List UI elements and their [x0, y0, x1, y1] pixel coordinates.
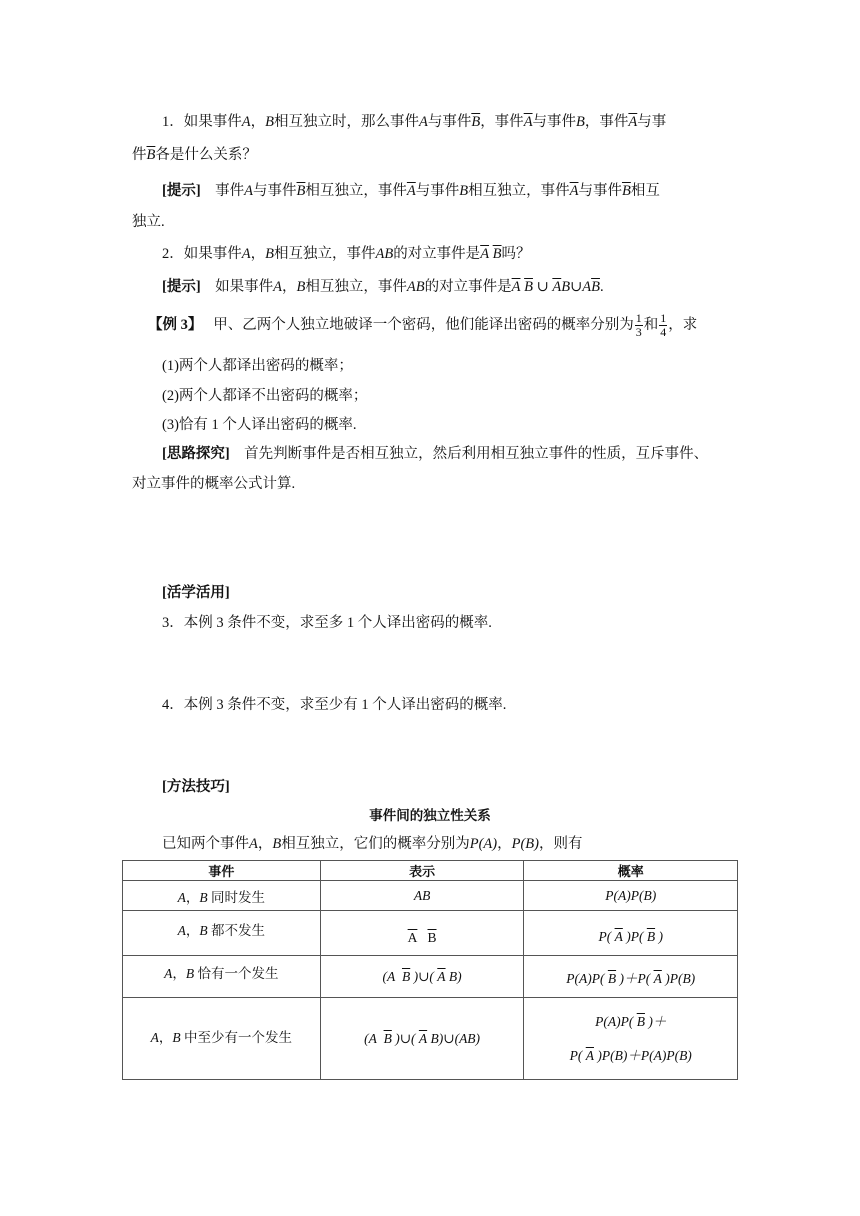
question-1-line-2 [132, 143, 257, 164]
practice-tag: [活学活用] [162, 585, 230, 601]
text: . [599, 279, 604, 295]
representation-cell [320, 956, 524, 998]
var-a-bar: $\overline{A}$ [407, 930, 418, 945]
var-a-bar: $\overline{A}$ [653, 970, 662, 986]
text: ) [658, 929, 663, 944]
hint-tag: [提示] [162, 279, 201, 295]
var-a-bar: $\overline{A}$ [585, 1047, 594, 1063]
representation-cell [320, 911, 524, 956]
var-b-bar: $\overline{B}$ [621, 183, 631, 199]
var-a-bar: $\overline{A}$ [437, 968, 446, 984]
numerator: 1 [635, 311, 642, 325]
denominator: 3 [635, 325, 642, 339]
text: 相互独立时，那么事件 [273, 114, 419, 130]
var-b: B [199, 923, 208, 938]
event-cell [123, 911, 321, 956]
var-a-bar: $\overline{A}$ [480, 246, 490, 262]
hint-1-line-2 [132, 210, 165, 231]
text: 相互独立，它们的概率分别为 [281, 836, 470, 852]
probability-line-1 [528, 1005, 733, 1039]
var-a: A [177, 889, 186, 905]
text: 件 [132, 147, 147, 163]
text: 2．如果事件 [162, 246, 242, 262]
think-tag: [思路探究] [162, 446, 230, 462]
var-b: B [272, 836, 282, 852]
text: ，求 [668, 316, 698, 333]
text: 如果事件 [215, 279, 274, 295]
var-b: B [576, 114, 585, 130]
text: )∪( [413, 968, 434, 984]
text: )P(B) [665, 970, 696, 986]
text: 都不发生 [211, 923, 266, 938]
text: 相互独立，事件 [273, 246, 376, 262]
text: 事件 [215, 183, 245, 199]
var-b: B [296, 279, 306, 295]
header-representation: 表示 [320, 861, 524, 881]
var-a-bar: $\overline{A}$ [406, 183, 416, 199]
text: ，则有 [538, 836, 583, 852]
text: 同时发生 [211, 889, 266, 905]
header-probability: 概率 [524, 861, 738, 881]
representation-cell: AB [320, 881, 524, 911]
text: ， [497, 836, 512, 852]
var-b-bar: $\overline{B}$ [492, 246, 502, 262]
text: ，事件 [584, 114, 629, 130]
var-a: A [273, 279, 283, 295]
probability-cell [524, 911, 738, 956]
text: 首先判断事件是否相互独立，然后利用相互独立事件的性质，互斥事件、 [244, 446, 709, 462]
var-a-bar: $\overline{A}$ [552, 279, 562, 295]
union-symbol: ∪ [536, 279, 549, 295]
event-cell [123, 881, 321, 911]
text: 中至少有一个发生 [184, 1030, 293, 1045]
text: 与事 [637, 114, 667, 130]
example-3-item-2: (2)两个人都译不出密码的概率； [162, 388, 368, 404]
text: P( [569, 1047, 583, 1063]
text: B) [448, 968, 462, 984]
event-cell [123, 956, 321, 998]
fraction-one-third [635, 312, 643, 339]
event-cell [123, 998, 321, 1080]
text: ， [250, 114, 266, 130]
text: 与事件 [415, 183, 460, 199]
example-3-prompt [148, 312, 697, 339]
text: 1．如果事件 [162, 114, 242, 130]
independence-table [122, 860, 738, 1080]
text: )P( [626, 929, 644, 944]
text: ， [158, 1030, 173, 1045]
text: 恰有一个发生 [197, 966, 279, 981]
prob-a: P(A) [469, 836, 498, 852]
var-b-bar: $\overline{B}$ [146, 147, 156, 163]
question-1-line-1 [162, 110, 666, 131]
question-2 [162, 242, 531, 263]
method-tag: [方法技巧] [162, 779, 230, 795]
example-tag: 【例 3】 [148, 316, 203, 333]
var-b: B [265, 114, 274, 130]
var-b-bar: $\overline{B}$ [471, 114, 481, 130]
var-b: B [265, 246, 274, 262]
text: 相互 [630, 183, 660, 199]
var-b-bar: $\overline{B}$ [383, 1030, 392, 1046]
text: 的对立事件是 [424, 279, 512, 295]
think-line-2: 对立事件的概率公式计算. [132, 476, 296, 492]
text: 相互独立，事件 [305, 279, 407, 295]
text: )∪( [395, 1030, 416, 1046]
text: 与事件 [578, 183, 622, 199]
text: 和 [643, 316, 659, 333]
table-row [123, 956, 738, 998]
text: 相互独立，事件 [305, 183, 407, 199]
var-b-bar: $\overline{B}$ [296, 183, 306, 199]
text: ，事件 [480, 114, 524, 130]
method-intro [162, 832, 582, 853]
probability-cell [524, 998, 738, 1080]
text: )P(B)＋P(A)P(B) [597, 1047, 692, 1063]
text: P(A)P( [595, 1013, 634, 1029]
var-a-bar: $\overline{A}$ [569, 183, 579, 199]
text: 吗？ [501, 246, 531, 262]
text: ， [185, 923, 200, 938]
text: B)∪(AB) [430, 1030, 481, 1046]
text: 的对立事件是 [393, 246, 481, 262]
text: 与事件 [427, 114, 472, 130]
text: (A [364, 1030, 377, 1046]
text: ， [172, 966, 186, 981]
hint-2 [162, 275, 604, 296]
text: )＋ [648, 1013, 667, 1029]
var-b: B [185, 966, 195, 981]
numerator: 1 [660, 311, 667, 325]
probability-line-2 [528, 1039, 733, 1073]
var-b-bar: $\overline{B}$ [591, 279, 600, 295]
var-b-bar: $\overline{B}$ [524, 279, 533, 295]
var-a: A [241, 114, 251, 130]
example-3-item-3: (3)恰有 1 个人译出密码的概率. [162, 417, 357, 433]
text: ， [257, 836, 273, 852]
hint-tag: [提示] [162, 183, 201, 199]
var-a: A [582, 279, 592, 295]
var-a-bar: $\overline{A}$ [628, 114, 638, 130]
method-title: 事件间的独立性关系 [369, 808, 491, 823]
var-a: A [150, 1030, 159, 1045]
var-a: A [164, 966, 173, 981]
text: (A [382, 968, 396, 984]
var-b-bar: $\overline{B}$ [607, 970, 617, 986]
think-line-1 [162, 442, 708, 463]
header-event: 事件 [123, 861, 321, 881]
var-a-bar: $\overline{A}$ [614, 929, 623, 944]
text: 甲、乙两个人独立地破译一个密码，他们能译出密码的概率分别为 [213, 316, 634, 333]
denominator: 4 [660, 325, 667, 339]
var-b: B [199, 889, 208, 905]
var-a: A [177, 923, 186, 938]
text: P( [598, 929, 612, 944]
text: P(A)P( [566, 970, 605, 986]
text: 已知两个事件 [162, 836, 249, 852]
var-b-bar: $\overline{B}$ [636, 1013, 645, 1029]
table-row [123, 911, 738, 956]
var-a-bar: $\overline{A}$ [418, 1030, 428, 1046]
var-b-bar: $\overline{B}$ [646, 929, 656, 944]
text: 与事件 [532, 114, 577, 130]
probability-cell [524, 956, 738, 998]
var-a-bar: $\overline{A}$ [511, 279, 521, 295]
table-row [123, 881, 738, 911]
var-ab: AB [406, 279, 425, 295]
table-row [123, 998, 738, 1080]
prob-b: P(B) [511, 836, 539, 852]
text: ， [185, 889, 200, 905]
example-3-item-1: (1)两个人都译出密码的概率； [162, 358, 353, 374]
practice-question-4: 4．本例 3 条件不变，求至少有 1 个人译出密码的概率. [162, 697, 507, 713]
var-b: B [561, 279, 571, 295]
var-a-bar: $\overline{A}$ [523, 114, 533, 130]
practice-question-3: 3．本例 3 条件不变，求至多 1 个人译出密码的概率. [162, 615, 492, 631]
var-a: A [249, 836, 258, 852]
text: 相互独立，事件 [468, 183, 570, 199]
var-b-bar: $\overline{B}$ [427, 930, 437, 945]
var-a: A [418, 114, 428, 130]
var-b-bar: $\overline{B}$ [401, 968, 411, 984]
text: 独立. [132, 214, 165, 230]
var-a: A [241, 246, 251, 262]
var-b: B [172, 1030, 181, 1045]
probability-cell: P(A)P(B) [524, 881, 738, 911]
text: ， [250, 246, 266, 262]
union-symbol: ∪ [570, 279, 583, 295]
text: 各是什么关系？ [155, 147, 257, 163]
text: 与事件 [253, 183, 297, 199]
var-b: B [459, 183, 469, 199]
hint-1-line-1 [162, 179, 660, 200]
fraction-one-quarter [659, 312, 667, 339]
text: ， [282, 279, 297, 295]
var-ab: AB [375, 246, 394, 262]
text: )＋P( [619, 970, 651, 986]
table-header-row [123, 861, 738, 881]
var-a: A [244, 183, 254, 199]
representation-cell [320, 998, 524, 1080]
